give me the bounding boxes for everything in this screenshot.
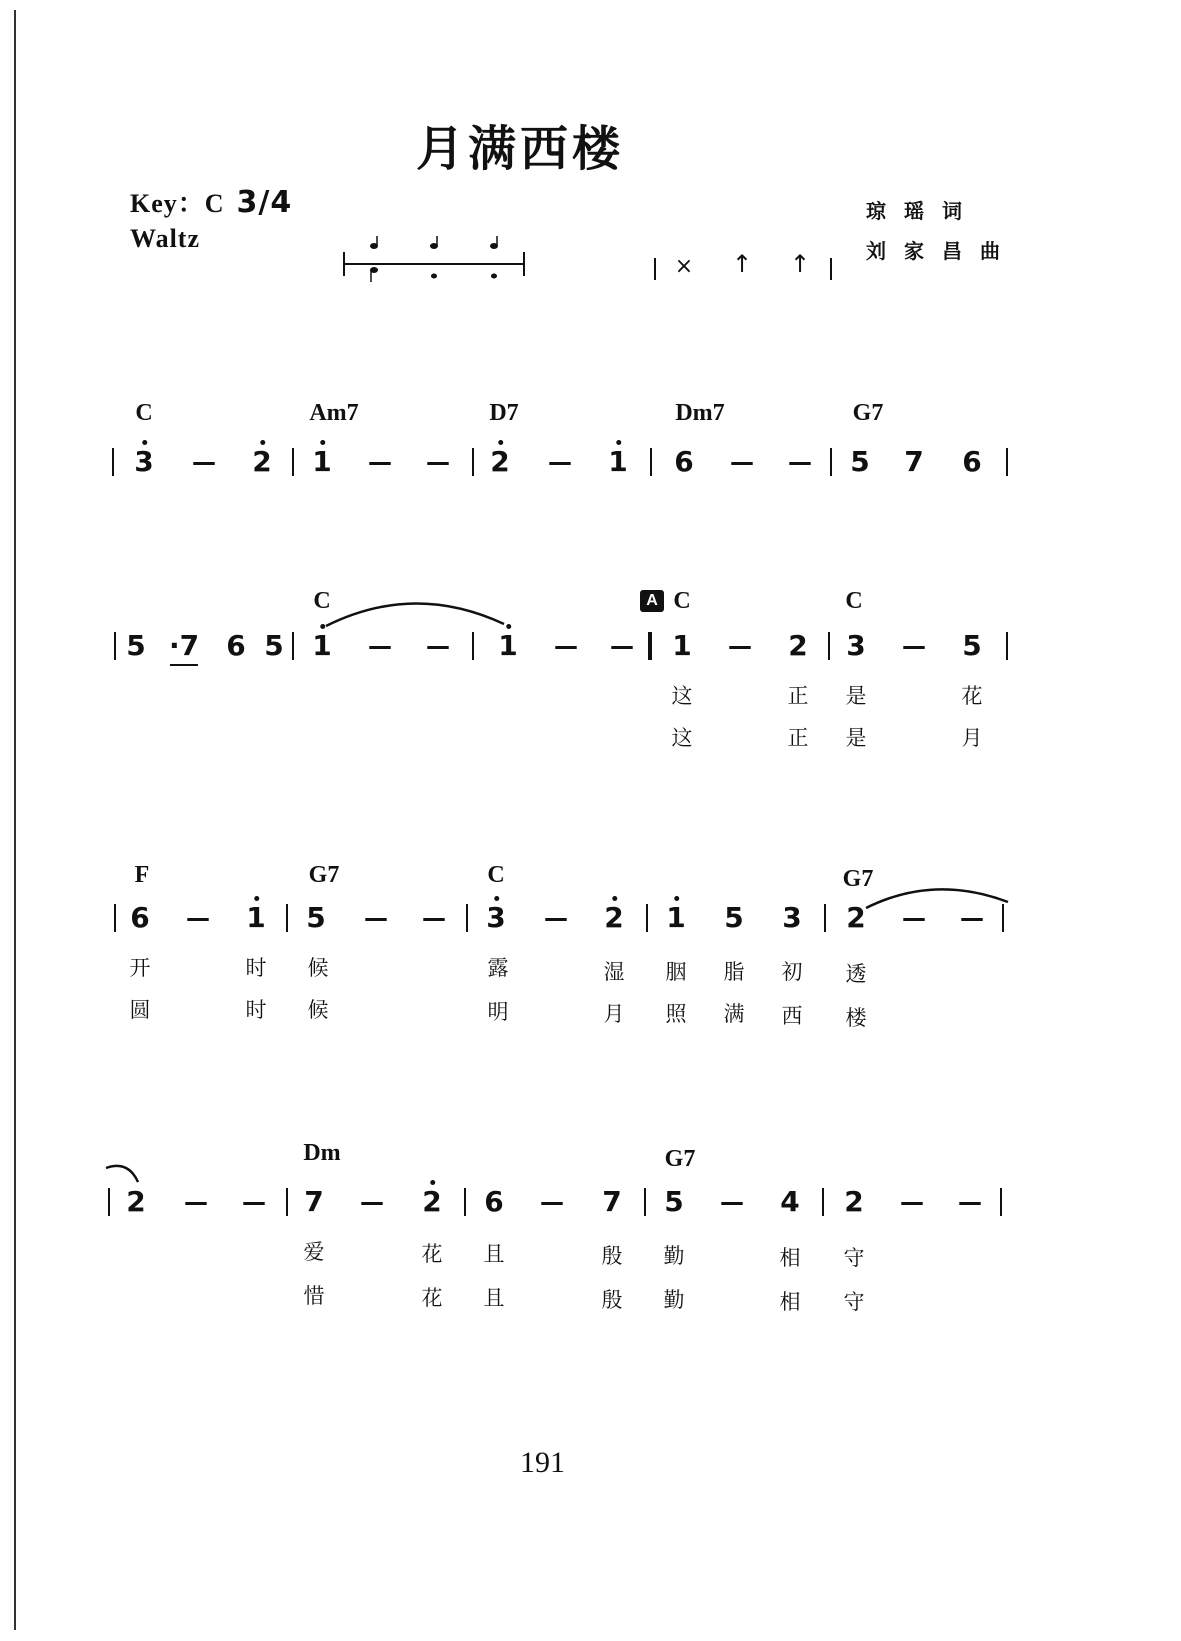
chord-symbol: G7 (308, 862, 340, 888)
lyric: 是 (845, 726, 867, 750)
rehearsal-mark-a: A (640, 590, 664, 612)
chord-symbol: C (673, 588, 691, 614)
note: 3 (846, 629, 866, 662)
sustain-dash: — (364, 904, 388, 932)
lyric: 守 (843, 1246, 865, 1270)
lyricist-credit: 琼瑶词 (866, 199, 980, 223)
note: 7 (602, 1185, 622, 1218)
time-signature: 3/4 (236, 185, 293, 220)
sustain-dash: — (184, 1188, 208, 1216)
lyric: 候 (307, 998, 329, 1022)
page-spine-line (14, 10, 16, 1630)
lyric: 候 (307, 956, 329, 980)
lyric: 圆 (129, 998, 151, 1022)
lyric: 楼 (845, 1006, 867, 1030)
lyric: 爱 (303, 1240, 325, 1264)
lyric: 正 (787, 684, 809, 708)
note: 4 (780, 1185, 800, 1218)
note: 5 (664, 1185, 684, 1218)
barline (286, 904, 288, 932)
composer-credit: 刘家昌曲 (866, 239, 1018, 263)
sustain-dash: — (242, 1188, 266, 1216)
barline (650, 448, 652, 476)
barline (1006, 632, 1008, 660)
lyric: 月 (961, 726, 983, 750)
lyric: 且 (483, 1286, 505, 1310)
lyric: 照 (665, 1002, 687, 1026)
strum-barline-left (654, 258, 656, 280)
barline (830, 448, 832, 476)
lyric: 这 (671, 684, 693, 708)
note: 3 (134, 445, 154, 478)
barline (464, 1188, 466, 1216)
barline (466, 904, 468, 932)
chord-symbol: C (487, 862, 505, 888)
note: 5 (306, 901, 326, 934)
note: 5 (962, 629, 982, 662)
lyric: 这 (671, 726, 693, 750)
sustain-dash: — (900, 1188, 924, 1216)
chord-symbol: C (313, 588, 331, 614)
sustain-dash: — (610, 632, 634, 660)
lyric: 露 (487, 956, 509, 980)
sustain-dash: — (554, 632, 578, 660)
sustain-dash: — (360, 1188, 384, 1216)
barline (646, 904, 648, 932)
note: 2 (788, 629, 808, 662)
note: 6 (674, 445, 694, 478)
lyric: 透 (845, 962, 867, 986)
sustain-dash: — (548, 448, 572, 476)
lyric: 是 (845, 684, 867, 708)
note: 1 (666, 901, 686, 934)
tie-arc (322, 596, 512, 632)
sustain-dash: — (540, 1188, 564, 1216)
sustain-dash: — (960, 904, 984, 932)
note: 2 (422, 1185, 442, 1218)
barline (824, 904, 826, 932)
lyric: 湿 (603, 960, 625, 984)
note: 1 (608, 445, 628, 478)
lyric: 守 (843, 1290, 865, 1314)
lyric: 殷 (601, 1288, 623, 1312)
lyric: 胭 (665, 960, 687, 984)
key-and-time (130, 183, 292, 220)
chord-symbol: G7 (664, 1146, 696, 1172)
note: 1 (246, 901, 266, 934)
lyric: 花 (961, 684, 983, 708)
lyric: 相 (779, 1290, 801, 1314)
lyric: 时 (245, 956, 267, 980)
barline (112, 448, 114, 476)
sustain-dash: — (728, 632, 752, 660)
sustain-dash: — (958, 1188, 982, 1216)
note: 6 (484, 1185, 504, 1218)
chord-symbol: Dm (303, 1140, 341, 1166)
sustain-dash: — (186, 904, 210, 932)
barline (828, 632, 830, 660)
rhythm-figure (340, 232, 530, 288)
note: 3 (782, 901, 802, 934)
barline (286, 1188, 288, 1216)
note: 2 (844, 1185, 864, 1218)
sustain-dash: — (902, 904, 926, 932)
barline (1002, 904, 1004, 932)
lyric: 时 (245, 998, 267, 1022)
note: 6 (130, 901, 150, 934)
sustain-dash: — (902, 632, 926, 660)
lyric: 花 (421, 1242, 443, 1266)
sustain-dash: — (426, 448, 450, 476)
section-barline (648, 632, 652, 660)
chord-symbol: D7 (489, 400, 519, 426)
chord-symbol: F (134, 862, 150, 888)
sustain-dash: — (192, 448, 216, 476)
sustain-dash: — (426, 632, 450, 660)
sustain-dash: — (368, 448, 392, 476)
chord-symbol: C (845, 588, 863, 614)
chord-symbol: Am7 (309, 400, 359, 426)
lyric: 勤 (663, 1288, 685, 1312)
sustain-dash: — (368, 632, 392, 660)
note: 2 (126, 1185, 146, 1218)
barline (292, 632, 294, 660)
lyric: 西 (781, 1004, 803, 1028)
strum-up-arrow: ↑ (731, 250, 753, 278)
lyric: 初 (781, 960, 803, 984)
chord-symbol: C (135, 400, 153, 426)
note: 1 (312, 445, 332, 478)
sustain-dash: — (788, 448, 812, 476)
lyric: 满 (723, 1002, 745, 1026)
note: 7 (904, 445, 924, 478)
barline (472, 448, 474, 476)
barline (472, 632, 474, 660)
strum-up-arrow: ↑ (789, 250, 811, 278)
note: 2 (252, 445, 272, 478)
key-signature: Key：C (130, 189, 225, 218)
lyric: 相 (779, 1246, 801, 1270)
note: 5 (264, 629, 284, 662)
barline (644, 1188, 646, 1216)
barline (114, 632, 116, 660)
lyric: 且 (483, 1242, 505, 1266)
chord-symbol: G7 (842, 866, 874, 892)
barline (1000, 1188, 1002, 1216)
note: 5 (126, 629, 146, 662)
barline (292, 448, 294, 476)
lyric: 花 (421, 1286, 443, 1310)
note: 2 (846, 901, 866, 934)
barline (114, 904, 116, 932)
barline (1006, 448, 1008, 476)
note: 1 (312, 629, 332, 662)
lyric: 惜 (303, 1284, 325, 1308)
sustain-dash: — (544, 904, 568, 932)
lyric: 开 (129, 956, 151, 980)
barline (822, 1188, 824, 1216)
note: 5 (850, 445, 870, 478)
note: 3 (486, 901, 506, 934)
note: 5 (724, 901, 744, 934)
tie-arc-end (104, 1160, 144, 1188)
chord-symbol: Dm7 (675, 400, 725, 426)
sustain-dash: — (720, 1188, 744, 1216)
note: 1 (672, 629, 692, 662)
page-number: 191 (520, 1446, 565, 1479)
note: 6 (962, 445, 982, 478)
barline (108, 1188, 110, 1216)
lyric: 勤 (663, 1244, 685, 1268)
note: 7 (304, 1185, 324, 1218)
lyric: 殷 (601, 1244, 623, 1268)
note-dotted-eighth: ·7 (168, 629, 200, 662)
sustain-dash: — (730, 448, 754, 476)
sustain-dash: — (422, 904, 446, 932)
chord-symbol: G7 (852, 400, 884, 426)
lyric: 明 (487, 1000, 509, 1024)
note: 2 (490, 445, 510, 478)
strum-mute-mark: × (674, 254, 694, 279)
style-label: Waltz (130, 224, 200, 253)
note: 2 (604, 901, 624, 934)
lyric: 正 (787, 726, 809, 750)
note: 1 (498, 629, 518, 662)
lyric: 脂 (723, 960, 745, 984)
strum-barline-right (830, 258, 832, 280)
song-title: 月满西楼 (416, 121, 625, 177)
note: 6 (226, 629, 246, 662)
lyric: 月 (603, 1002, 625, 1026)
tie-arc (862, 882, 1012, 914)
